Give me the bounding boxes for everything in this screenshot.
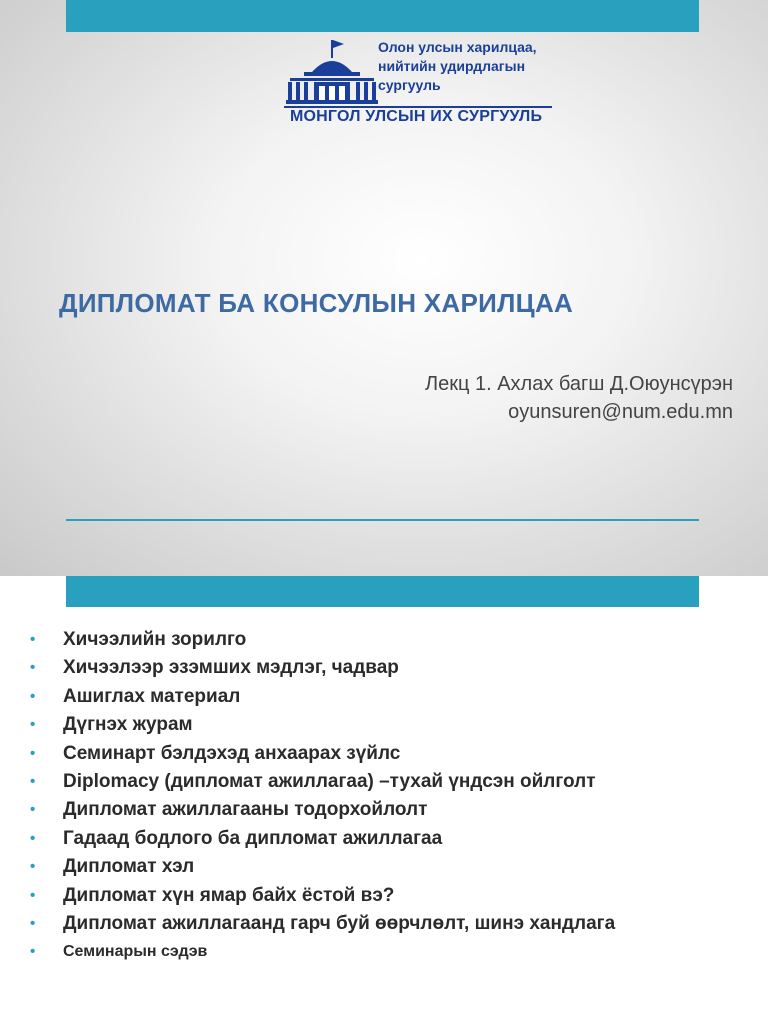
top-accent-bar — [66, 576, 699, 607]
bullet-icon: • — [30, 801, 36, 819]
list-item: • Diplomacy (дипломат ажиллагаа) –тухай үндсэн ойлголт — [30, 770, 596, 792]
slide-title: ДИПЛОМАТ БА КОНСУЛЫН ХАРИЛЦАА — [59, 288, 574, 318]
school-name: Олон улсын харилцаа, нийтийн удирдлагын сургууль — [378, 39, 537, 93]
bullet-icon: • — [30, 829, 36, 847]
topic-list — [30, 629, 750, 970]
lecture-info — [425, 370, 733, 426]
contents-slide — [0, 576, 768, 1024]
bullet-icon: • — [30, 943, 36, 961]
bullet-icon: • — [30, 772, 36, 790]
list-item: • Семинарт бэлдэхэд анхаарах зүйлс — [30, 742, 401, 764]
divider-line — [66, 519, 699, 521]
list-item: • Дүгнэх журам — [30, 714, 193, 736]
list-item: • Дипломат ажиллагааны тодорхойлолт — [30, 799, 428, 821]
list-item: • Хичээлийн зорилго — [30, 629, 247, 650]
bullet-icon: • — [30, 914, 36, 932]
list-item: • Гадаад бодлого ба дипломат ажиллагаа — [30, 827, 443, 849]
top-accent-bar — [66, 0, 699, 32]
bullet-icon: • — [30, 744, 36, 762]
bullet-icon: • — [30, 687, 36, 705]
list-item: • Дипломат хүн ямар байх ёстой вэ? — [30, 884, 395, 906]
university-name: МОНГОЛ УЛСЫН ИХ СУРГУУЛЬ — [290, 108, 543, 125]
bullet-icon: • — [30, 716, 36, 734]
bullet-icon: • — [30, 858, 36, 876]
list-item: • Семинарын сэдэв — [30, 941, 750, 963]
bullet-icon: • — [30, 659, 36, 677]
bullet-icon: • — [30, 886, 36, 904]
list-item: • Дипломат хэл — [30, 856, 195, 878]
email-line: oyunsuren@num.edu.mn — [508, 401, 733, 423]
list-item: • Хичээлээр эзэмших мэдлэг, чадвар — [30, 657, 399, 679]
bullet-icon: • — [30, 631, 36, 648]
list-item: • Дипломат ажиллагаанд гарч буй өөрчлөлт, шинэ хандлага — [30, 912, 616, 934]
list-item: • Ашиглах материал — [30, 685, 241, 707]
lecturer-line: Лекц 1. Ахлах багш Д.Оюунсүрэн — [424, 373, 733, 395]
